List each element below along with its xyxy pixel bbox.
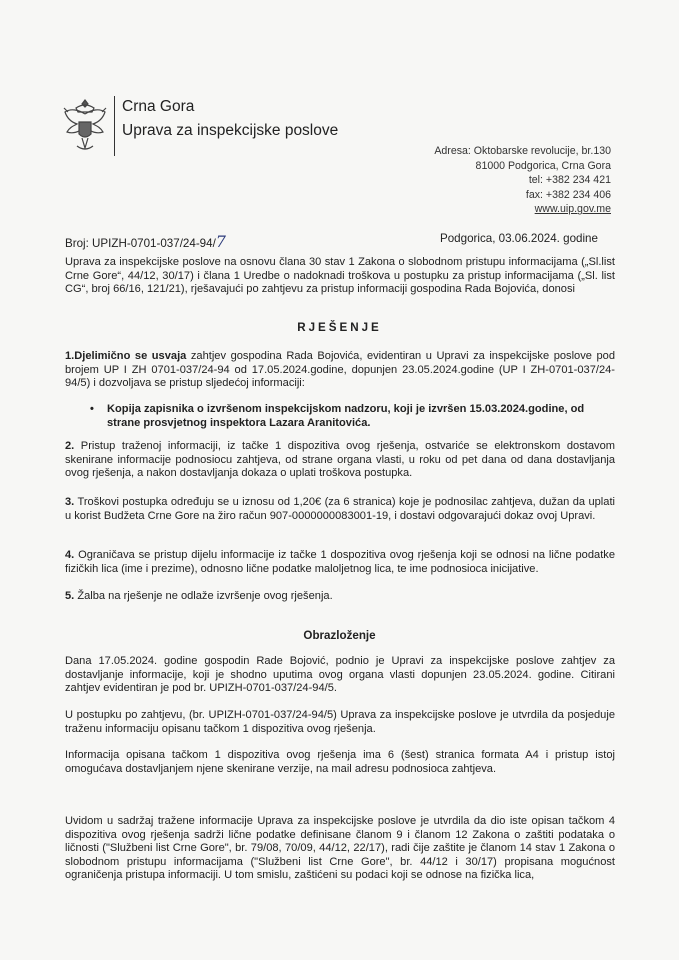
address-city: 81000 Podgorica, Crna Gora: [475, 159, 611, 172]
item-5-text: Žalba na rješenje ne odlaže izvršenje ovog rješenja.: [74, 590, 333, 602]
item-2-number: 2.: [65, 440, 75, 452]
address-website: www.uip.gov.me: [534, 203, 611, 216]
address-block: [434, 144, 611, 217]
reasoning-title: Obrazloženje: [303, 629, 376, 642]
item-3-number: 3.: [65, 496, 75, 508]
reasoning-paragraph-3: Informacija opisana tačkom 1 dispozitiva ovog rješenja ima 6 (šest) stranica formata A4 i pristup istoj omogućava dostavljanjem njene skenirane verzije, na mail adresu podnosioca zahtjeva.: [65, 749, 615, 775]
reasoning-paragraph-4: Uvidom u sadržaj tražene informacije Uprava za inspekcijske poslove je utvrdila da dio iste opisan tačkom 4 dispozitiva ovog rješenja sadrži lične podatke definisane članom 9 i članom 12 Zakona o zaštiti podataka o ličnosti ("Službeni list Crne Gore", br. 79/08, 70/09, 44/12, 22/17), radi čije zaštite je članom 14 stav 1 Zakona o slobodnom pristupu informacijama ("Službeni list Crne Gore", br. 44/12 i 30/17) propisana mogućnost ograničenja pristupa informaciji. U tom smislu, zaštićeni su podaci koji se odnose na fizička lica,: [65, 815, 615, 882]
decision-title: RJEŠENJE: [297, 321, 382, 334]
address-fax: fax: +382 234 406: [525, 188, 611, 201]
reference-number-text: Broj: UPIZH-0701-037/24-94/: [65, 237, 216, 250]
handwritten-number: 7: [215, 232, 226, 251]
decision-item-4: [65, 549, 615, 576]
bullet-text: Kopija zapisnika o izvršenom inspekcijskom nadzoru, koji je izvršen 15.03.2024.godine, od strane prosvjetnog inspektora Lazara Aranitovića.: [107, 403, 585, 429]
document-date: Podgorica, 03.06.2024. godine: [440, 232, 598, 245]
header-divider: [114, 96, 115, 156]
decision-item-3: [65, 496, 615, 523]
item-5-number: 5.: [65, 590, 75, 602]
institution-name: Uprava za inspekcijske poslove: [122, 122, 339, 139]
decision-item-1: [65, 350, 615, 391]
bullet-item: [90, 403, 615, 430]
reasoning-paragraph-1: Dana 17.05.2024. godine gospodin Rade Bojović, podnio je Upravi za inspekcijske poslove zahtjev za dostavljanje informacije, koji je shodno uputima ovog organa vlasti dopunjen 23.05.2024. godine. Citirani zahtjev evidentiran je pod br. UPIZH-0701-037/24-94/5.: [65, 655, 615, 695]
item-1-lead: 1.Djelimično se usvaja: [65, 350, 187, 362]
address-tel: tel: +382 234 421: [528, 174, 611, 187]
intro-paragraph: Uprava za inspekcijske poslove na osnovu člana 30 stav 1 Zakona o slobodnom pristupu informacijama („Sl.list Crne Gore“, 44/12, 30/17) i člana 1 Uredbe o nadoknadi troškova u postupku za pristup informacijama („Sl. list CG“, broj 66/16, 121/21), rješavajući po zahtjevu za pristup informaciji gospodina Rada Bojovića, donosi: [65, 256, 615, 296]
item-4-number: 4.: [65, 549, 75, 561]
item-3-text: Troškovi postupka određuju se u iznosu od 1,20€ (za 6 stranica) koje je podnosilac zahtjeva, dužan da uplati u korist Budžeta Crne Gore na žiro račun 907-0000000083001-19, i dostavi odgovarajući dokaz ovoj Upravi.: [65, 496, 615, 522]
country-name: Crna Gora: [122, 98, 195, 115]
address-street: Adresa: Oktobarske revolucije, br.130: [434, 145, 611, 157]
item-2-text: Pristup traženoj informaciji, iz tačke 1 dispozitiva ovog rješenja, ostvariće se elektronskom dostavom skenirane informacije podnosiocu zahtjeva, od strane organa vlasti, u roku od pet dana od dana dostavljanja ovog rješenja, a nakon dostavljanja dokaza o uplati troškova postupka.: [65, 440, 615, 480]
item-4-text: Ograničava se pristup dijelu informacije iz tačke 1 dospozitiva ovog rješenja koji se odnosi na lične podatke fizičkih lica (ime i prezime), odnosno lične podatke maloljetnog lica, te ime podnosioca inicijative.: [65, 549, 615, 575]
item-1-text: zahtjev gospodina Rada Bojovića, evidentiran u Upravi za inspekcijske poslove pod brojem UP I ZH 0701-037/24-94 od 17.05.2024.godine, dopunjen 23.05.2024.godine (UP I ZH-0701-037/24-94/5) i dozvoljava se pristup sljedećoj informaciji:: [65, 350, 615, 390]
reasoning-paragraph-2: U postupku po zahtjevu, (br. UPIZH-0701-037/24-94/5) Uprava za inspekcijske poslove je utvrdila da posjeduje traženu informaciju opisanu tačkom 1 dispozitiva ovog rješenja.: [65, 709, 615, 735]
reference-number: [65, 232, 226, 251]
decision-item-5: [65, 590, 615, 604]
coat-of-arms-icon: [62, 98, 108, 156]
decision-item-2: [65, 440, 615, 481]
bullet-icon: •: [90, 403, 94, 415]
